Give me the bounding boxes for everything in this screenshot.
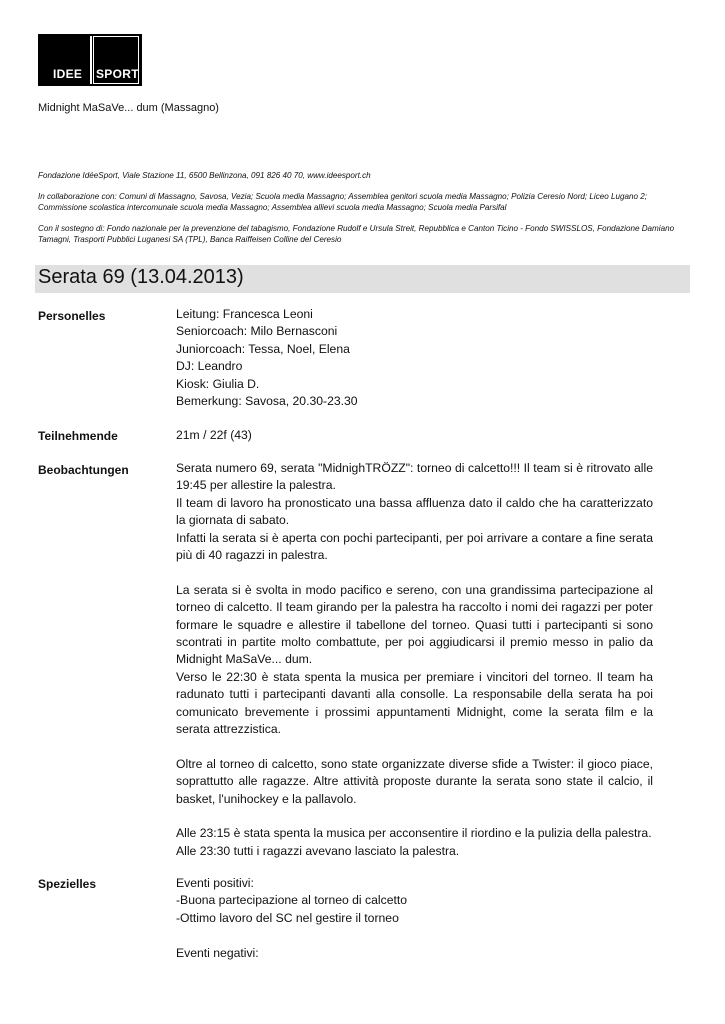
positive-events-title: Eventi positivi:: [176, 876, 254, 890]
beobachtungen-label: Beobachtungen: [38, 463, 129, 477]
teilnehmende-value: 21m / 22f (43): [176, 428, 252, 442]
spezielles-label: Spezielles: [38, 877, 97, 891]
observation-paragraph: Verso le 22:30 è stata spenta la musica per premiare i vincitori del torneo. Il team ha radunato tutti i partecipanti davanti alla consolle. La responsabile della serata ha poi comunicato brevemente i prossimi appuntamenti Midnight, come la serata film e la serata attrezzistica.: [176, 669, 653, 737]
observation-paragraph: Oltre al torneo di calcetto, sono state organizzate diverse sfide a Twister: il gioco piace, soprattutto alle ragazze. Altre attività proposte durante la serata sono state il calcio, il basket, l'unihockey e la pallavolo.: [176, 756, 653, 806]
personelles-list: [176, 306, 653, 410]
staff-dj: DJ: Leandro: [176, 359, 243, 374]
logo-text-sport: SPORT: [96, 67, 139, 81]
staff-juniorcoach: Juniorcoach: Tessa, Noel, Elena: [176, 341, 350, 356]
staff-bemerkung: Bemerkung: Savosa, 20.30-23.30: [176, 394, 358, 409]
teilnehmende-label: Teilnehmende: [38, 429, 118, 443]
observation-paragraph: Alle 23:30 tutti i ragazzi avevano lasciato la palestra.: [176, 843, 460, 858]
staff-kiosk: Kiosk: Giulia D.: [176, 376, 260, 391]
beobachtungen-text: [176, 460, 653, 860]
foundation-address: Fondazione IdéeSport, Viale Stazione 11, 6500 Bellinzona, 091 826 40 70, www.ideesport.ch: [38, 171, 371, 180]
positive-event: -Ottimo lavoro del SC nel gestire il torneo: [176, 910, 399, 925]
document-subtitle: Midnight MaSaVe... dum (Massagno): [38, 102, 219, 114]
observation-paragraph: La serata si è svolta in modo pacifico e sereno, con una grandissima partecipazione al torneo di calcetto. Il team girando per la palestra ha raccolto i nomi dei ragazzi per poter formare le squadre e allestire il tabellone del torneo. Quasi tutti i partecipanti si sono scontrati in partite molto combattute, per poi aggiudicarsi il premio messo in palio da Midnight MaSaVe... dum.: [176, 582, 653, 667]
personelles-label: Personelles: [38, 309, 106, 323]
logo-divider: [90, 36, 92, 84]
positive-event: -Buona partecipazione al torneo di calcetto: [176, 893, 408, 908]
observation-paragraph: Alle 23:15 è stata spenta la musica per acconsentire il riordino e la pulizia della palestra.: [176, 826, 652, 841]
ideesport-logo: [38, 34, 142, 86]
logo-text-idee: IDEE: [53, 67, 83, 81]
negative-events-title: Eventi negativi:: [176, 945, 259, 960]
observation-paragraph: Il team di lavoro ha pronosticato una bassa affluenza dato il caldo che ha caratterizzato la giornata di sabato.: [176, 495, 653, 528]
staff-leitung: Leitung: Francesca Leoni: [176, 307, 313, 321]
staff-seniorcoach: Seniorcoach: Milo Bernasconi: [176, 324, 338, 339]
observation-paragraph: Serata numero 69, serata "MidnighTRÖZZ": torneo di calcetto!!! Il team si è ritrovato alle 19:45 per allestire la palestra.: [176, 461, 653, 493]
observation-paragraph: Infatti la serata si è aperta con pochi partecipanti, per poi arrivare a contare a fine serata più di 40 ragazzi in palestra.: [176, 530, 653, 563]
support-note: Con il sostegno di: Fondo nazionale per la prevenzione del tabagismo, Fondazione Rudolf e Ursula Streit, Repubblica e Canton Ticino - Fondo SWISSLOS, Fondazione Damiano Tamagni, Trasporti Pubblici Luganesi SA (TPL), Banca Raiffeisen Colline del Ceresio: [38, 224, 675, 244]
collaboration-note: In collaborazione con: Comuni di Massagno, Savosa, Vezia; Scuola media Massagno; Assemblea genitori scuola media Massagno; Polizia Ceresio Nord; Liceo Lugano 2; Commissione scolastica intercomunale scuola media Massagno; Assemblea allievi scuola media Massagno; Scuola media Parsifal: [38, 192, 648, 212]
section-heading: [35, 265, 690, 293]
heading-title: Serata 69 (13.04.2013): [38, 266, 244, 288]
spezielles-text: [176, 875, 653, 962]
